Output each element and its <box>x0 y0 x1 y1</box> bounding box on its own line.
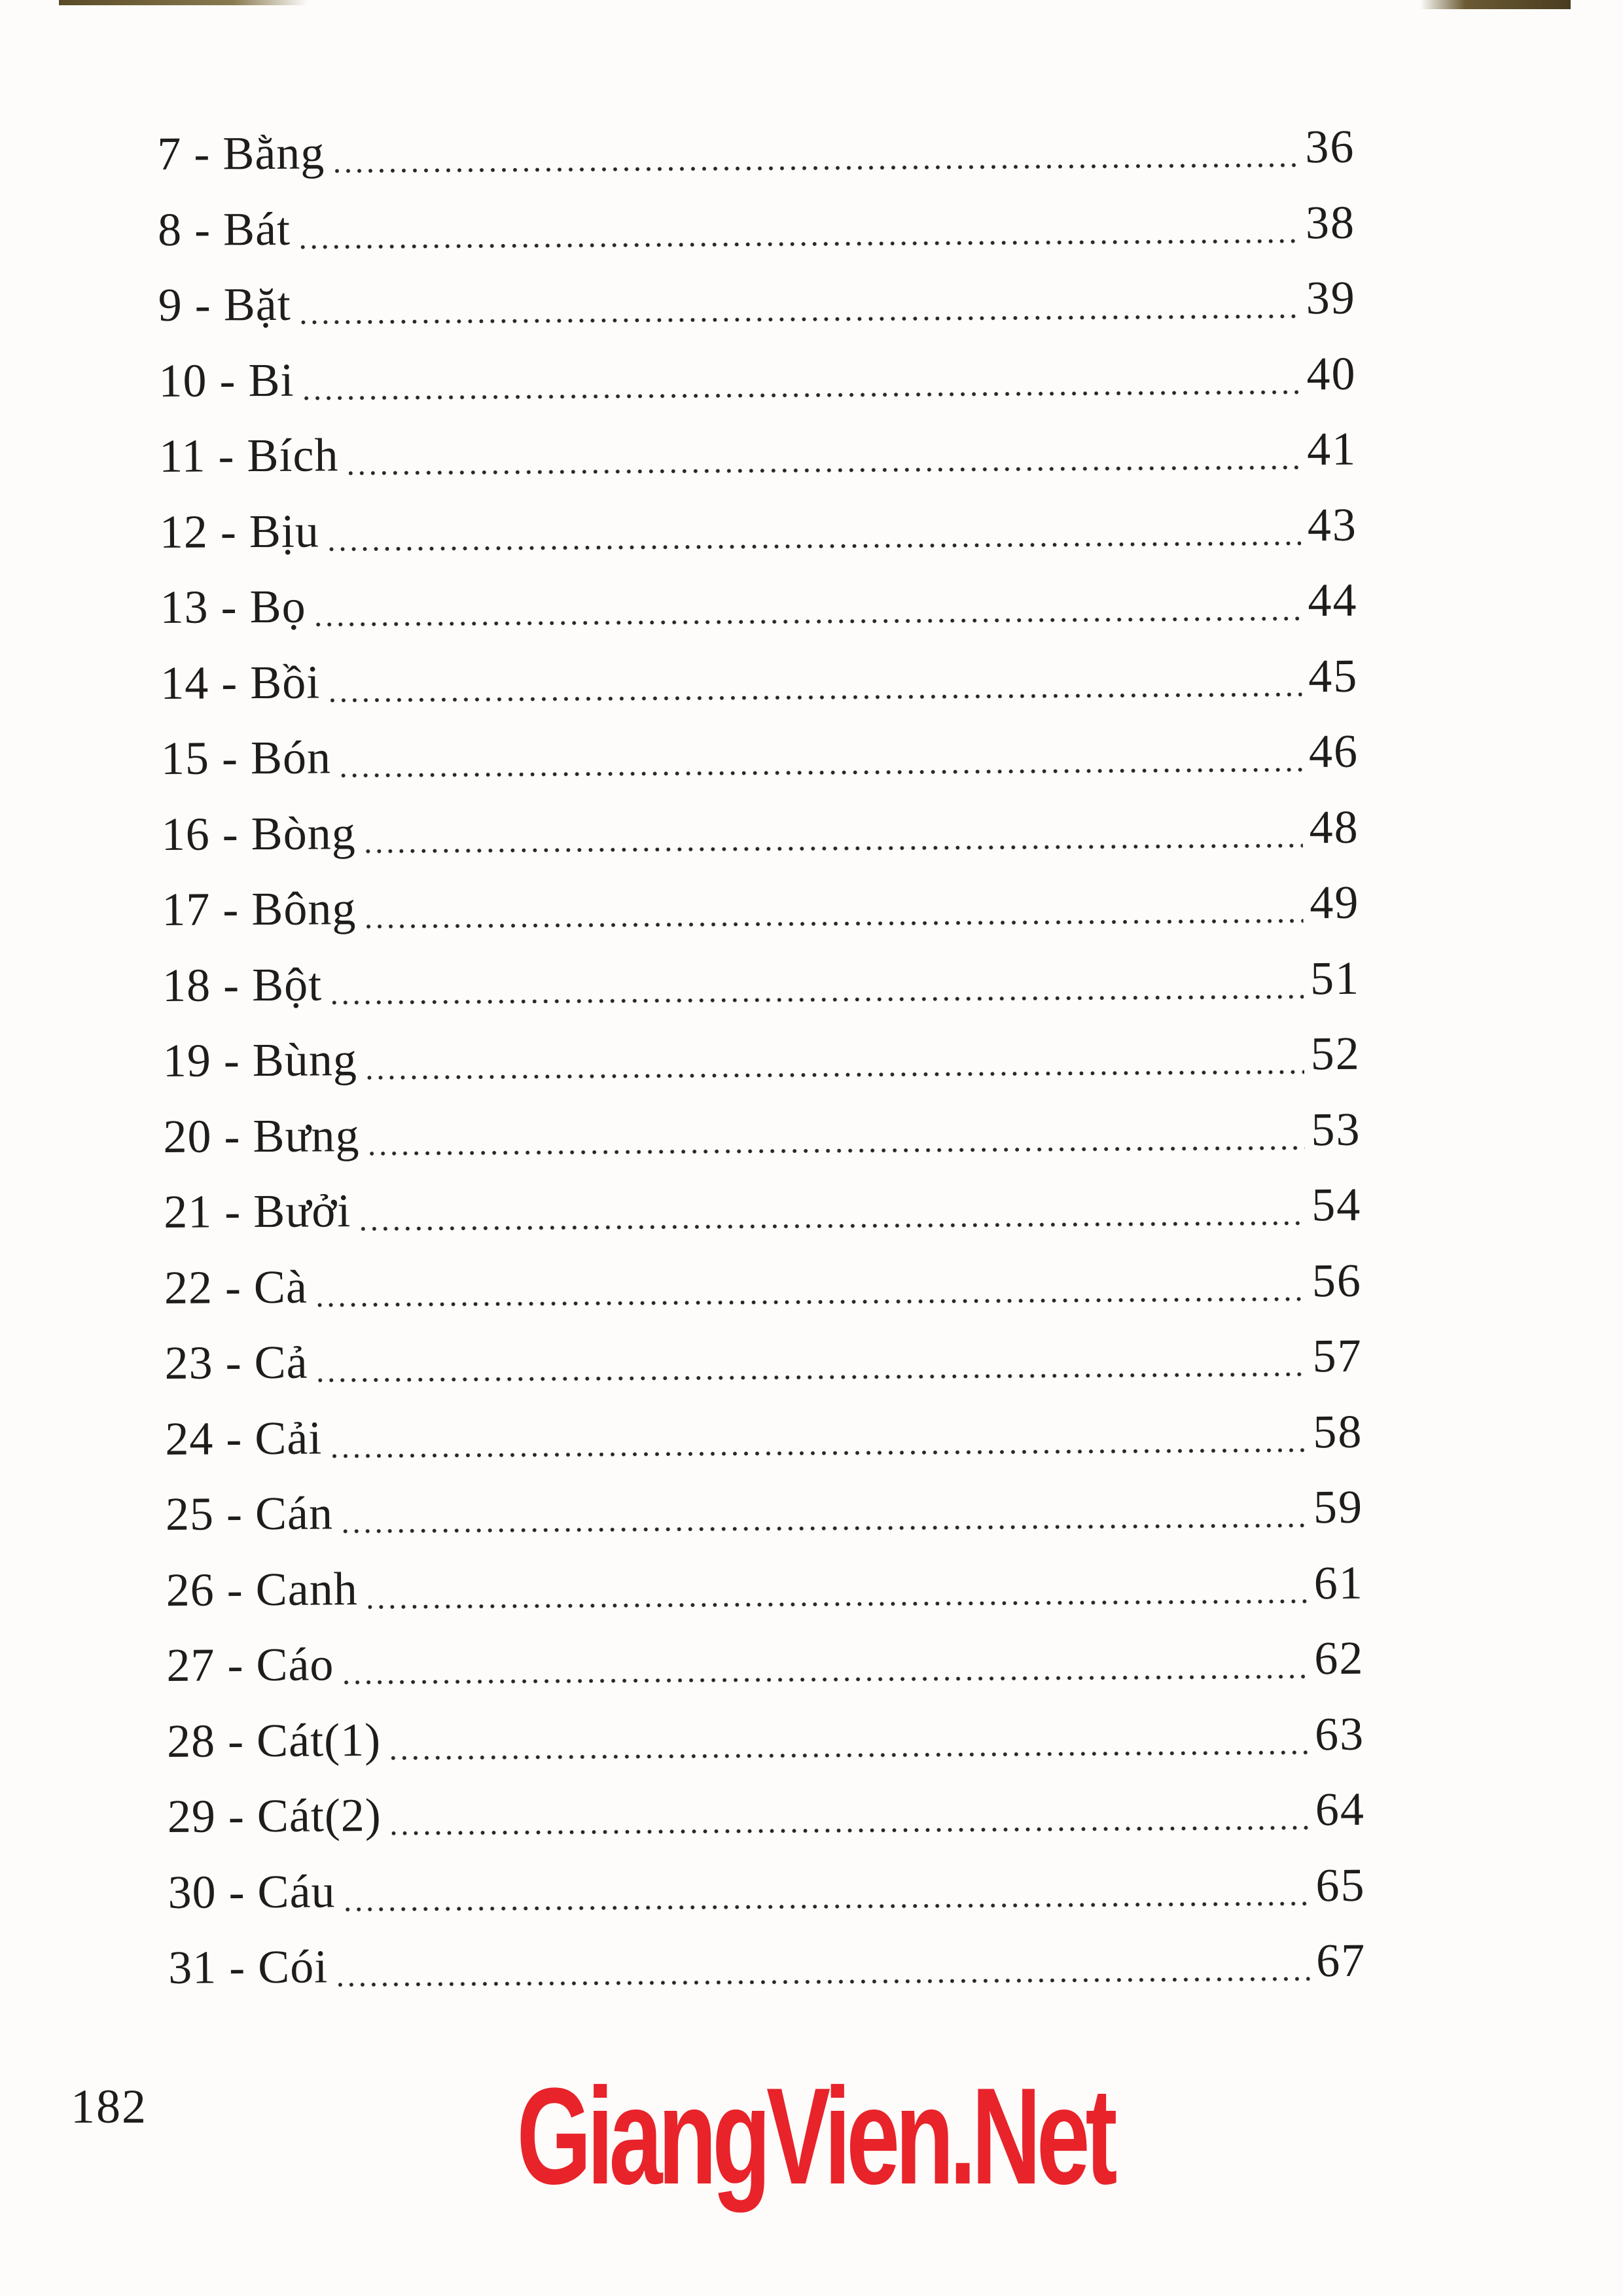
toc-entry-title: 11 - Bích <box>158 429 339 482</box>
toc-entry <box>162 1017 1361 1097</box>
toc-entry-page: 52 <box>1310 1027 1361 1080</box>
toc-entry-title: 10 - Bi <box>158 353 294 407</box>
toc-entry-title: 26 - Canh <box>166 1562 358 1616</box>
toc-dot-leader <box>327 692 1302 702</box>
toc-entry <box>160 564 1358 643</box>
toc-dot-leader <box>329 995 1304 1004</box>
toc-entry-title: 20 - Bưng <box>163 1108 360 1163</box>
toc-entry <box>160 488 1358 567</box>
toc-entry-title: 18 - Bột <box>162 957 323 1012</box>
toc-entry-page: 51 <box>1310 951 1361 1004</box>
toc-dot-leader <box>338 768 1302 777</box>
toc-entry-title: 25 - Cán <box>165 1487 334 1540</box>
toc-entry-page: 54 <box>1311 1178 1362 1231</box>
toc-dot-leader <box>357 1221 1305 1231</box>
toc-dot-leader <box>342 1901 1310 1911</box>
toc-entry-page: 38 <box>1305 196 1356 249</box>
toc-dot-leader <box>326 541 1301 551</box>
toc-entry-title: 31 - Cói <box>168 1940 329 1994</box>
toc-dot-leader <box>363 843 1303 853</box>
toc-dot-leader <box>364 1070 1304 1080</box>
toc-entry <box>158 337 1357 416</box>
toc-entry-page: 49 <box>1310 875 1360 929</box>
toc-entry-page: 53 <box>1311 1103 1361 1156</box>
toc-entry <box>161 790 1359 870</box>
toc-entry <box>161 715 1359 794</box>
toc-entry <box>166 1546 1364 1625</box>
toc-dot-leader <box>297 239 1299 249</box>
toc-entry <box>168 1924 1366 2004</box>
toc-dot-leader <box>313 616 1302 626</box>
page-number: 182 <box>71 2080 147 2134</box>
toc-dot-leader <box>388 1826 1309 1835</box>
toc-entry-page: 41 <box>1306 422 1357 476</box>
toc-entry <box>158 262 1356 341</box>
toc-entry-page: 45 <box>1308 649 1359 702</box>
toc-entry-page: 36 <box>1305 120 1355 173</box>
toc-dot-leader <box>363 919 1304 928</box>
toc-entry-page: 67 <box>1315 1934 1366 1987</box>
toc-entry-page: 59 <box>1313 1480 1364 1534</box>
toc-entry-title: 27 - Cáo <box>166 1638 334 1691</box>
toc-entry-title: 19 - Bùng <box>162 1033 358 1087</box>
toc-dot-leader <box>346 465 1301 475</box>
toc-entry <box>160 639 1359 718</box>
page-edge-shadow-left <box>59 0 308 5</box>
toc-entry-title: 9 - Bặt <box>158 277 291 331</box>
toc-entry <box>165 1395 1363 1474</box>
toc-entry <box>167 1697 1365 1776</box>
toc-entry-page: 57 <box>1312 1329 1363 1383</box>
toc-entry <box>159 413 1357 492</box>
toc-dot-leader <box>331 163 1298 173</box>
toc-entry-page: 46 <box>1308 724 1359 778</box>
toc-entry <box>163 1093 1361 1172</box>
toc-entry-title: 24 - Cải <box>165 1411 323 1465</box>
toc-entry <box>157 111 1355 190</box>
toc-entry-title: 29 - Cát(2) <box>167 1788 382 1843</box>
toc-dot-leader <box>334 1977 1310 1987</box>
toc-entry-title: 22 - Cà <box>164 1260 308 1314</box>
table-of-contents <box>157 111 1366 2081</box>
toc-dot-leader <box>366 1146 1305 1156</box>
toc-entry-page: 44 <box>1308 573 1358 627</box>
watermark-logo: GiangVien.Net <box>516 2059 1113 2213</box>
toc-entry-title: 30 - Cáu <box>168 1864 336 1918</box>
toc-entry-title: 17 - Bông <box>162 882 357 936</box>
toc-entry-page: 43 <box>1307 498 1358 551</box>
toc-entry-page: 63 <box>1314 1707 1365 1760</box>
toc-entry-title: 15 - Bón <box>160 731 332 785</box>
page-edge-shadow-right <box>1420 0 1571 9</box>
toc-dot-leader <box>329 1448 1306 1458</box>
toc-entry <box>164 1169 1362 1248</box>
toc-entry <box>166 1471 1364 1550</box>
toc-entry-page: 40 <box>1306 347 1357 400</box>
toc-dot-leader <box>341 1674 1308 1684</box>
toc-dot-leader <box>315 1372 1306 1382</box>
toc-entry <box>162 866 1360 945</box>
toc-entry-title: 28 - Cát(1) <box>166 1713 382 1767</box>
toc-entry <box>168 1848 1366 1928</box>
toc-entry-title: 8 - Bát <box>157 202 291 256</box>
toc-entry-page: 56 <box>1311 1254 1363 1307</box>
toc-entry-page: 61 <box>1313 1556 1364 1609</box>
toc-entry <box>162 942 1361 1021</box>
toc-entry-page: 62 <box>1314 1631 1364 1685</box>
toc-entry-title: 13 - Bọ <box>160 580 306 633</box>
toc-entry-title: 7 - Bằng <box>157 126 325 180</box>
toc-dot-leader <box>387 1750 1308 1760</box>
toc-dot-leader <box>340 1523 1307 1533</box>
toc-dot-leader <box>365 1599 1308 1609</box>
toc-entry-title: 16 - Bòng <box>161 806 356 860</box>
toc-entry <box>164 1320 1363 1399</box>
toc-dot-leader <box>314 1297 1306 1307</box>
toc-entry-page: 58 <box>1313 1405 1363 1458</box>
toc-entry-page: 65 <box>1315 1858 1366 1911</box>
toc-dot-leader <box>301 390 1300 400</box>
toc-dot-leader <box>298 314 1300 324</box>
toc-entry-title: 21 - Bưởi <box>163 1184 351 1238</box>
toc-entry <box>158 186 1356 265</box>
toc-entry-page: 48 <box>1309 800 1359 853</box>
toc-entry-title: 23 - Cả <box>164 1335 308 1389</box>
toc-entry-page: 39 <box>1306 271 1356 325</box>
toc-entry <box>164 1244 1363 1323</box>
toc-entry-page: 64 <box>1315 1782 1366 1836</box>
toc-entry <box>168 1773 1366 1852</box>
toc-entry-title: 14 - Bồi <box>160 655 321 709</box>
toc-entry <box>166 1622 1364 1701</box>
toc-entry-title: 12 - Bịu <box>159 504 320 558</box>
